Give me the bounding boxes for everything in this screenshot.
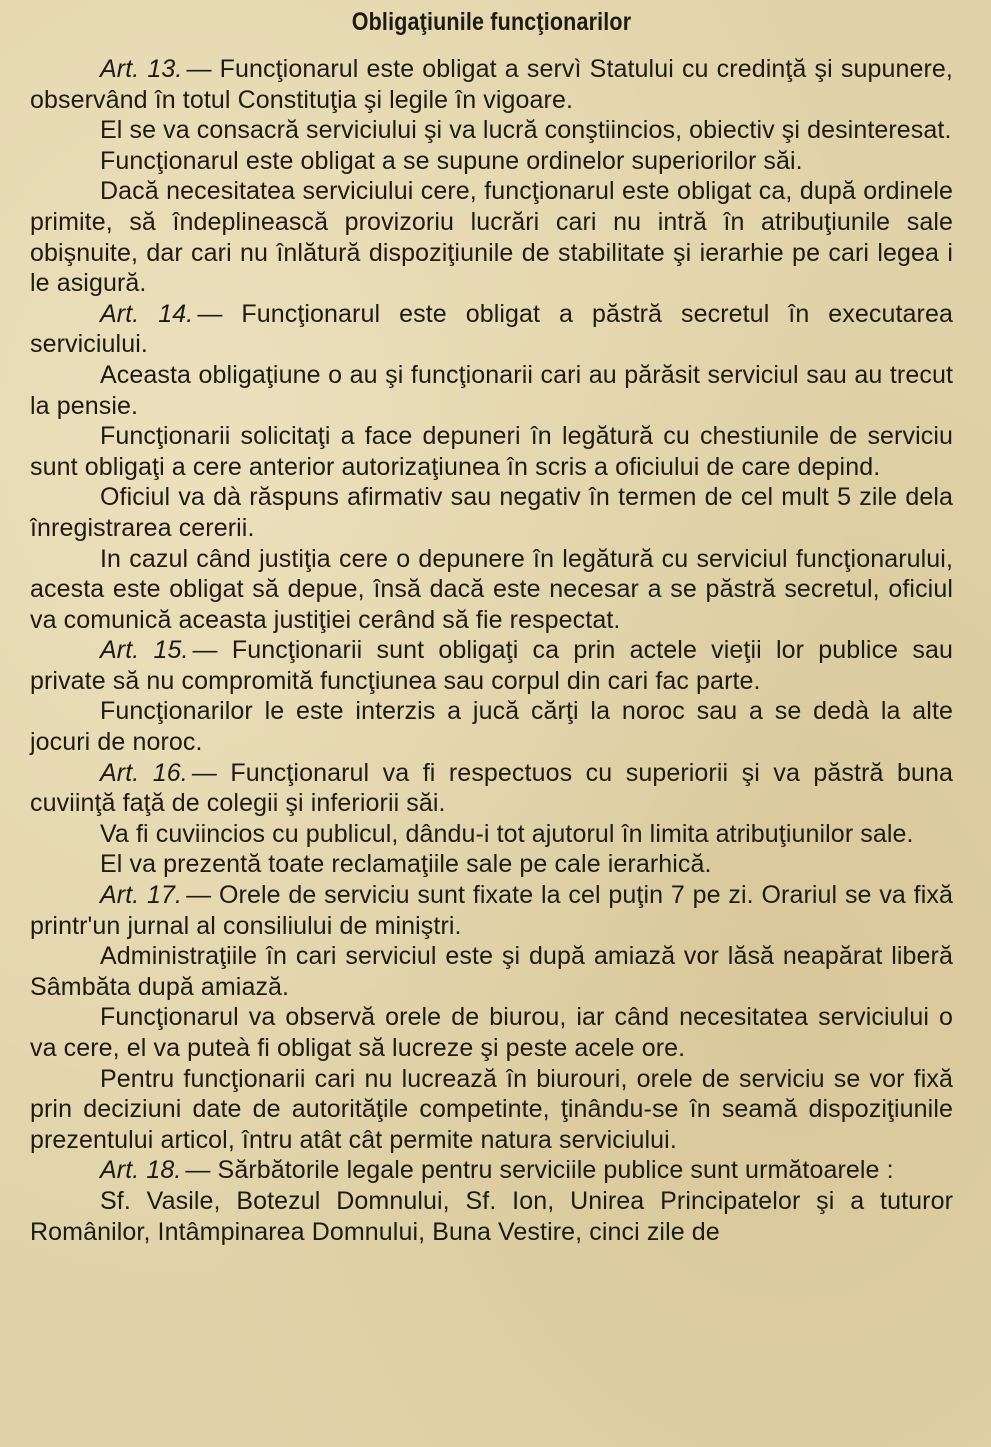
paragraph-art-14 <box>30 299 953 360</box>
paragraph <box>30 849 953 880</box>
paragraph <box>30 819 953 850</box>
article-number: Art. 18. <box>100 1156 182 1185</box>
article-number: Art. 13. <box>100 55 183 83</box>
paragraph-text: Funcţionarii solicitaţi a face depuneri în legătură cu chestiunile de serviciu sunt obligaţi a cere anterior autorizaţiunea în scris a oficiului de care depind. <box>30 422 953 481</box>
paragraph-text: Oficiul va dà răspuns afirmativ sau negativ în termen de cel mult 5 zile dela înregistrarea cererii. <box>30 483 953 542</box>
paragraph-text: — Funcţionarii sunt obligaţi ca prin actele vieţii lor publice sau private să nu compromită funcţiunea sau corpul din cari fac parte. <box>30 636 953 695</box>
paragraph-text: — Funcţionarul este obligat a servì Statului cu credinţă şi supunere, observând în totul Constituţia şi legile în vigoare. <box>30 55 953 114</box>
paragraph <box>30 1186 953 1247</box>
paragraph <box>30 1064 953 1156</box>
paragraph <box>30 146 953 177</box>
paragraph-art-17 <box>30 880 953 941</box>
paragraph-text: Va fi cuviincios cu publicul, dându-i tot ajutorul în limita atribuţiunilor sale. <box>100 819 914 848</box>
paragraph-text: — Orele de serviciu sunt fixate la cel puţin 7 pe zi. Orariul se va fixă printr'un jurnal al consiliului de miniştri. <box>30 881 953 940</box>
paragraph <box>30 115 953 146</box>
article-number: Art. 17. <box>100 881 183 910</box>
paragraph <box>30 696 953 757</box>
paragraph-art-13 <box>30 54 953 115</box>
paragraph-text: Pentru funcţionarii cari nu lucrează în biurouri, orele de serviciu se vor fixă prin deciziuni date de autorităţile competinte, ţinându-se în seamă dispoziţiunile prezentului articol, întru atât cât permite natura serviciului. <box>30 1064 953 1154</box>
paragraph <box>30 1002 953 1063</box>
paragraph <box>30 482 953 543</box>
paragraph-art-18 <box>30 1155 953 1186</box>
paragraph-text: El va prezentă toate reclamaţiile sale pe cale ierarhică. <box>100 850 712 879</box>
document-title: Obligaţiunile funcţionarilor <box>351 8 632 36</box>
paragraph <box>30 544 953 636</box>
paragraph-text: El se va consacră serviciului şi va lucră conştiincios, obiectiv şi desinteresat. <box>100 116 952 145</box>
paragraph-text: — Funcţionarul va fi respectuos cu superiorii şi va păstră buna cuviinţă faţă de colegii şi inferiorii săi. <box>30 758 953 818</box>
document-body <box>30 54 953 1247</box>
paragraph-text: Administraţiile în cari serviciul este şi după amiază vor lăsă neapărat liberă Sâmbăta după amiază. <box>30 942 953 1001</box>
paragraph <box>30 941 953 1002</box>
paragraph-text: In cazul când justiţia cere o depunere în legătură cu serviciul funcţionarului, acesta este obligat să depue, însă dacă este necesar a se păstră secretul, oficiul va comunică aceasta justiţiei cerând să fie respectat. <box>30 544 953 634</box>
paragraph-text: — Sărbătorile legale pentru serviciile publice sunt următoarele : <box>185 1156 894 1185</box>
paragraph-text: Funcţionarul este obligat a se supune ordinelor superiorilor săi. <box>100 146 803 175</box>
paragraph-text: Funcţionarilor le este interzis a jucă cărţi la noroc sau a se dedà la alte jocuri de noroc. <box>30 697 953 757</box>
article-number: Art. 15. <box>100 636 189 665</box>
paragraph <box>30 421 953 482</box>
paragraph-text: Dacă necesitatea serviciului cere, funcţionarul este obligat ca, după ordinele primite, să îndeplinească provizoriu lucrări cari nu intră în atribuţiunile sale obişnuite, dar cari nu înlătură dispoziţiunile de stabilitate şi ierarhie pe cari legea i le asigură. <box>30 177 953 298</box>
paragraph <box>30 176 953 298</box>
paragraph-text: — Funcţionarul este obligat a păstră secretul în executarea serviciului. <box>30 299 953 359</box>
article-number: Art. 14. <box>100 299 194 328</box>
paragraph-text: Aceasta obligaţiune o au şi funcţionarii cari au părăsit serviciul sau au trecut la pensie. <box>30 360 953 420</box>
article-number: Art. 16. <box>100 758 188 787</box>
paragraph-text: Sf. Vasile, Botezul Domnului, Sf. Ion, Unirea Principatelor şi a tuturor Românilor, Intâmpinarea Domnului, Buna Vestire, cinci zile de <box>30 1186 953 1246</box>
paragraph-art-16 <box>30 758 953 819</box>
paragraph-text: Funcţionarul va observă orele de biurou, iar când necesitatea serviciului o va cere, el va puteà fi obligat să lucreze şi peste acele ore. <box>30 1003 953 1062</box>
paragraph <box>30 360 953 421</box>
paragraph-art-15 <box>30 635 953 696</box>
